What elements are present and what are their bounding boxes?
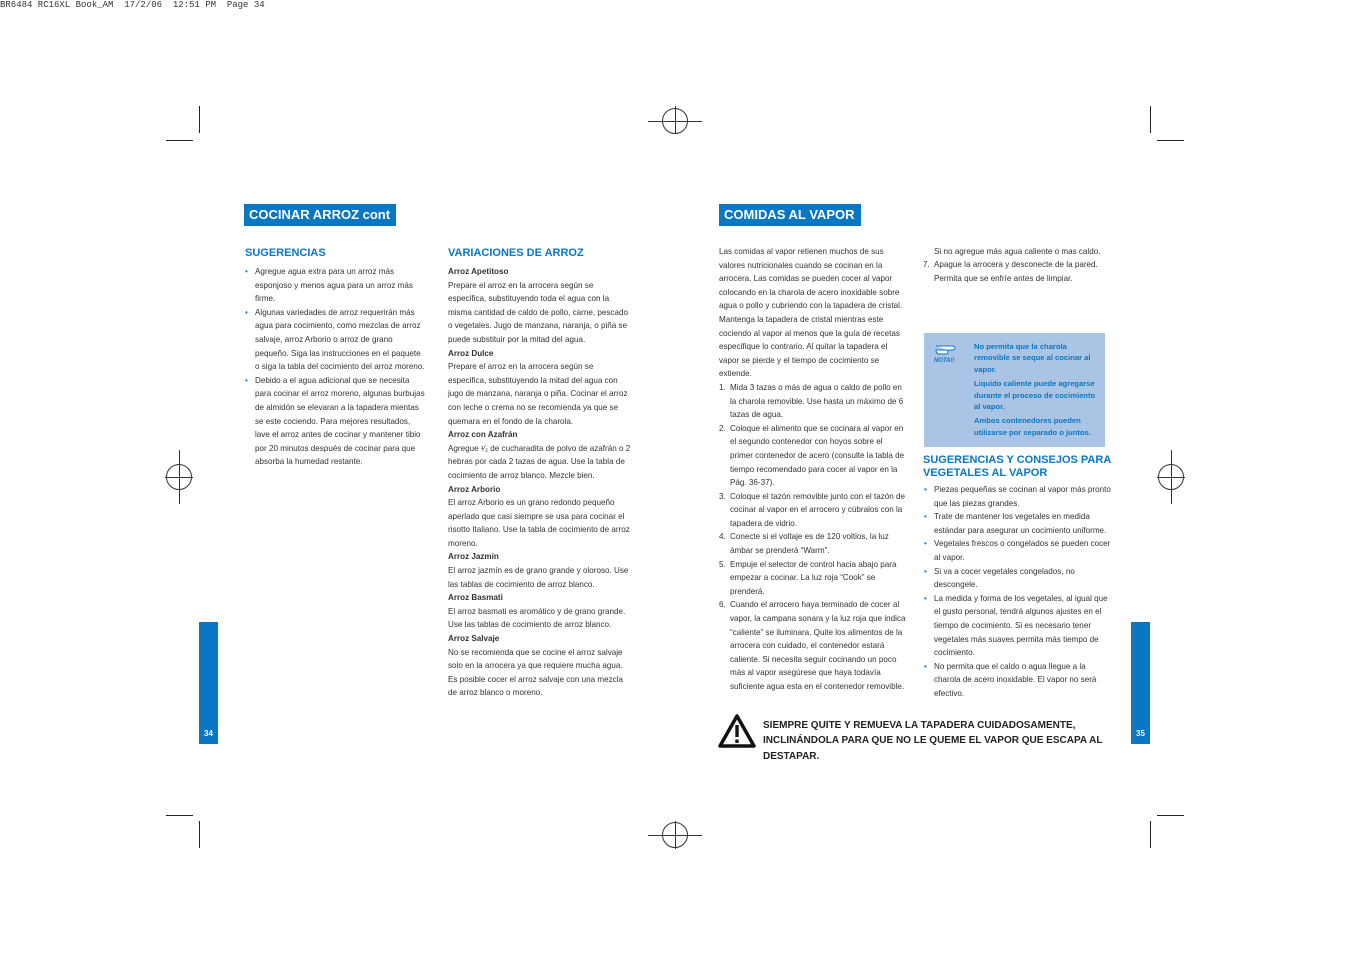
steps-list-continued (923, 245, 1106, 286)
variation-title: Arroz Arborio (448, 484, 501, 494)
page-title-comidas-al-vapor: COMIDAS AL VAPOR (719, 204, 861, 226)
variation-title: Arroz con Azafrán (448, 430, 518, 440)
list-item: • Trate de mantener los vegetales en medida estándar para asegurar un cocimiento uniforme. (923, 510, 1113, 537)
variaciones-heading: VARIACIONES DE ARROZ (448, 247, 584, 259)
list-item: • Vegetales frescos o congelados se pueden cocer al vapor. (923, 537, 1113, 564)
page-number-tab-left (199, 622, 218, 744)
list-item: • Piezas pequeñas se cocinan al vapor más pronto que las piezas grandes. (923, 483, 1113, 510)
step-text: Coloque el tazón removible junto con el tazón de cocinar al vapor en el arrocero y cúbralos con la tapadera de vidrio. (730, 491, 906, 528)
steam-instructions-continued (923, 245, 1106, 286)
note-label: NOTA!! (934, 358, 955, 364)
step-number: 5. (719, 559, 726, 569)
step-item-continued (923, 245, 1106, 258)
page-number: 34 (204, 729, 213, 738)
step-item-continued (923, 258, 1106, 285)
list-item: • La medida y forma de los vegetales, al igual que el gusto personal, tendrá algunos ajustes en el tiempo de cocimiento. Si es necesario tener vegetales más suaves permita más tiempo de cocimiento. (923, 592, 1113, 660)
note-line: Ambos contenedores pueden utilizarse por separado o juntos. (974, 416, 1091, 437)
variation-text: Prepare el arroz en la arrocera según se especifica, substituyendo toda el agua con la misma cantidad de caldo de pollo, carne, pescado o vegetales. Jugo de manzana, naranja, o piña se puede substituir por la mitad del agua. (448, 280, 628, 344)
warning-triangle-icon (718, 714, 756, 748)
variation-text: El arroz jazmín es de grano grande y oloroso. Use las tablas de cocimiento de arroz blanco. (448, 566, 629, 589)
variation-text: Agregue ¹⁄₂ de cucharadita de polvo de azafrán o 2 hebras por cada 2 tazas de agua. Use la tabla de cocimiento de arroz blanco. Mezcle bien. (448, 443, 631, 480)
sugerencias-heading: SUGERENCIAS (245, 247, 326, 259)
steam-instructions-col1 (719, 245, 906, 694)
step-text-continued: Apague la arrocera y desconecte de la pared. Permita que se enfríe antes de limpiar. (934, 260, 1098, 283)
list-item: • Si va a cocer vegetales congelados, no descongele. (923, 565, 1113, 592)
steam-intro: Las comidas al vapor retienen muchos de sus valores nutricionales cuando se cocinan en la arrocera. Las comidas se pueden cocer al vapor colocando en la charola de acero inoxidable sobre agua o pollo y cubriendo con la tapadera de cristal. Mantenga la tapadera de cristal mientras este cociendo al vapor al menos que la guía de recetas especifique lo contrario. Al quitar la tapadera el vapor se pierde y el tiempo de cocimiento se extiende. (719, 247, 903, 379)
variation-title: Arroz Apetitoso (448, 267, 509, 276)
variation-title: Arroz Salvaje (448, 634, 500, 644)
sugerencias-list (244, 265, 427, 469)
step-number: 4. (719, 532, 726, 542)
warning-text: SIEMPRE QUITE Y REMUEVA LA TAPADERA CUIDADOSAMENTE, INCLINÁNDOLA PARA QUE NO LE QUEME EL VAPOR QUE ESCAPA AL DESTAPAR. (763, 720, 1103, 762)
variation-title: Arroz Dulce (448, 348, 494, 358)
step-item (719, 598, 906, 693)
list-item: • Debido a el agua adicional que se necesita para cocinar el arroz moreno, algunas burbujas de almidón se elevaran a la tapadera mientas se este cociendo. Para mejores resultados, lave el arroz antes de cocinar y mantener tibio por 20 minutos después de cocinar para que absorba la humedad restante. (244, 374, 427, 469)
step-item (719, 381, 906, 422)
variation-text: No se recomienda que se cocine el arroz salvaje solo en la arrocera ya que requiere mucha agua. Es posible cocer el arroz salvaje con una mezcla de arroz blanco o moreno. (448, 647, 623, 698)
page-number: 35 (1136, 729, 1145, 738)
step-number: 2. (719, 423, 726, 433)
list-item: • Algunas variedades de arroz requerirán más agua para cocimiento, como mezclas de arroz salvaje, arroz Arborio o arroz de grano pequeño. Siga las instrucciones en el paquete o siga la tabla del cocimiento del arroz moreno. (244, 306, 427, 374)
variation-text: Prepare el arroz en la arrocera según se especifica, substituyendo la mitad del agua con jugo de manzana, naranja o piña. Cocinar el arroz con leche o crema no se recomienda ya que se quemara en el fondo de la charola. (448, 362, 628, 426)
note-line: Liquido caliente puede agregarse durante el proceso de cocimiento al vapor. (974, 379, 1096, 412)
step-text: Empuje el selector de control hacia abajo para empezar a cocinar. La luz roja “Cook” se prenderá. (730, 559, 897, 596)
pointing-hand-icon (934, 341, 964, 357)
steps-list (719, 381, 906, 694)
step-item (719, 558, 906, 599)
step-text: Coloque el alimento que se cocinara al vapor en el segundo contenedor con hoyos sobre el primer contenedor de acero (consulte la tabla de tiempo recomendado para cocer al vapor en la Pág. 36-37). (730, 423, 905, 488)
page-number-tab-right (1131, 622, 1150, 744)
variation-title: Arroz Basmati (448, 593, 503, 603)
step-text-continued: Si no agregue más agua caliente o mas caldo. (934, 246, 1101, 256)
note-box (924, 333, 1105, 447)
step-number: 3. (719, 491, 726, 501)
slug-line: BR6484 RC16XL Book_AM 17/2/06 12:51 PM Page 34 (0, 0, 265, 10)
variaciones-list (448, 265, 633, 700)
variation-text: El arroz basmati es aromático y de grano grande. Use las tablas de cocimiento de arroz blanco. (448, 606, 626, 630)
steam-instructions-col2 (923, 245, 1106, 328)
step-item (719, 422, 906, 490)
page-title-cocinar-arroz: COCINAR ARROZ cont (244, 204, 396, 226)
vegetable-tips-list (923, 483, 1113, 701)
step-number-continued: 7. (923, 260, 930, 270)
list-item: • No permita que el caldo o agua llegue a la charola de acero inoxidable. El vapor no será efectivo. (923, 660, 1113, 701)
step-text: Conecte si el voltaje es de 120 voltios, la luz ámbar se prenderá “Warm”. (730, 532, 889, 556)
variation-text: El arroz Arborio es un grano redondo pequeño aperlado que casi siempre se usa para cocinar el risotto Italiano. Use la tabla de cocimiento de arroz moreno. (448, 498, 630, 548)
step-item (719, 530, 906, 557)
note-line: No permita que la charola removible se seque al cocinar al vapor. (974, 342, 1091, 374)
note-text (974, 341, 1100, 441)
step-number: 1. (719, 382, 726, 392)
vegetable-tips-heading: SUGERENCIAS Y CONSEJOS PARA VEGETALES AL VAPOR (923, 454, 1111, 479)
step-text: Mida 3 tazas o más de agua o caldo de pollo en la charola removible. Use hasta un máximo de 6 tazas de agua. (730, 382, 904, 420)
list-item: • Agregue agua extra para un arroz más esponjoso y menos agua para un arroz más firme. (244, 265, 427, 306)
step-text: Cuando el arrocero haya terminado de cocer al vapor, la campana sonara y la luz roja que indica “caliente” se iluminara. Quite los alimentos de la arrocera con cuidado, el contenedor estará caliente. Si necesita seguir cocinando un poco más al vapor asegúrese que haya todavía suficiente agua esta en el contenedor removible. (730, 600, 906, 691)
step-item (719, 490, 906, 531)
step-number: 6. (719, 600, 726, 610)
variation-title: Arroz Jazmín (448, 552, 499, 562)
